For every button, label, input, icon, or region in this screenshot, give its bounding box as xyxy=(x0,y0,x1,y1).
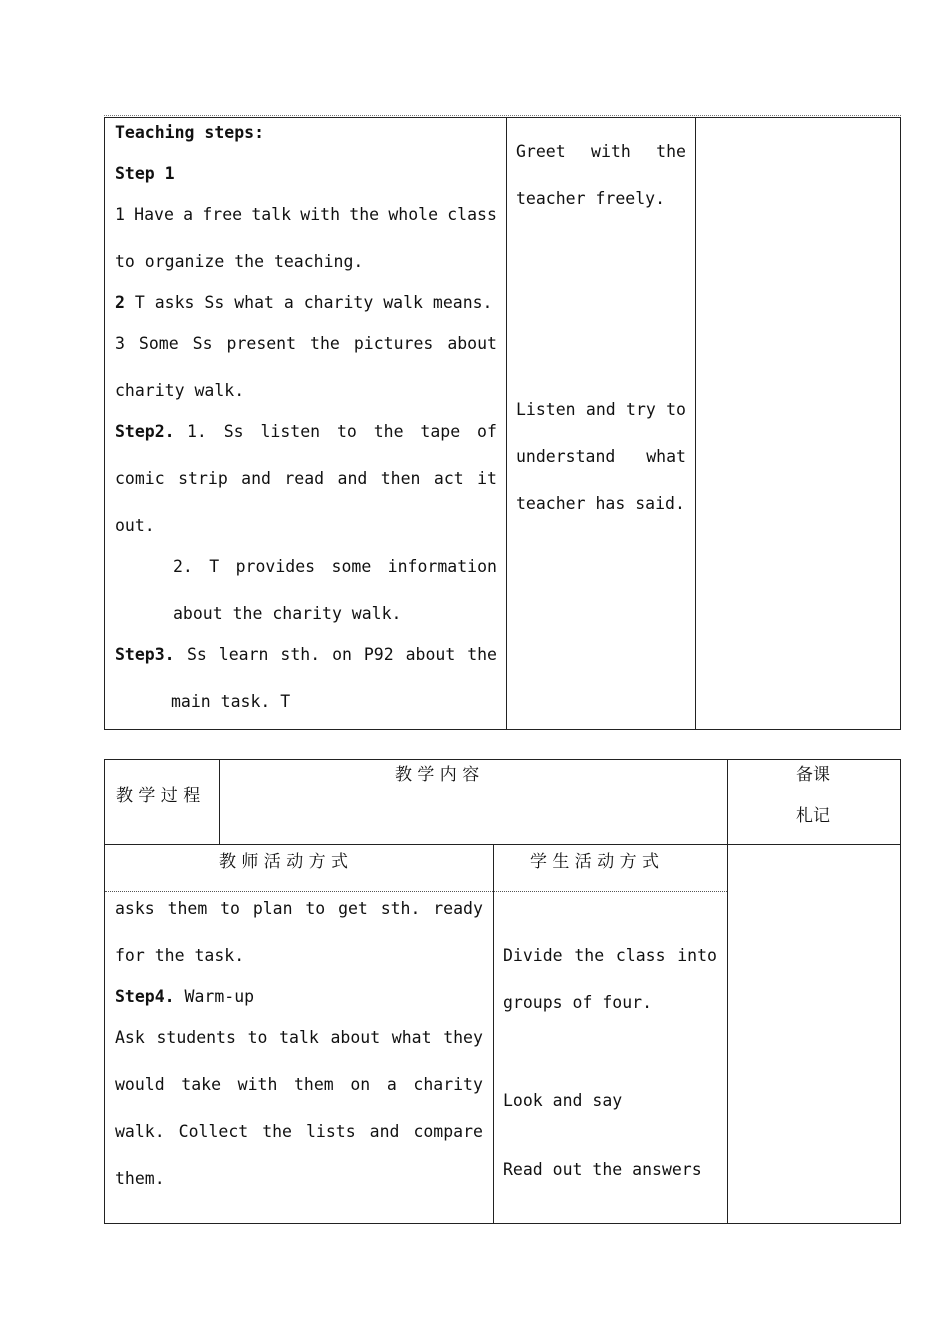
word: of xyxy=(477,422,497,441)
teaching-steps-table xyxy=(104,117,901,730)
row-divider xyxy=(105,844,900,845)
word: the xyxy=(262,1122,292,1141)
word: them xyxy=(167,899,208,918)
word: comic xyxy=(115,469,165,488)
word: to xyxy=(666,400,686,419)
word: about xyxy=(405,645,456,664)
greet-line1 xyxy=(516,142,686,162)
word: the xyxy=(467,645,497,664)
step2-line1 xyxy=(187,422,497,442)
step3-line2: main task. T xyxy=(171,692,291,711)
notes-header-line2: 札记 xyxy=(796,806,830,826)
word: present xyxy=(226,334,297,353)
notes-header-line1: 备课 xyxy=(796,765,830,785)
column-divider xyxy=(219,760,220,844)
word: 3 xyxy=(115,334,125,353)
word: whole xyxy=(388,205,438,224)
divide-line1 xyxy=(503,946,717,966)
sub2-line1 xyxy=(173,557,497,577)
word: talk xyxy=(251,205,292,224)
word: about xyxy=(447,334,497,353)
word: Ss xyxy=(192,334,213,353)
word: information xyxy=(387,557,497,576)
word: class xyxy=(615,946,666,965)
word: the xyxy=(574,946,605,965)
word: pictures xyxy=(353,334,434,353)
greet-line2: teacher freely. xyxy=(516,189,666,208)
word: and xyxy=(585,400,616,419)
word: a xyxy=(386,1075,397,1094)
word: learn xyxy=(218,645,269,664)
student-activity-header: 学 生 活 动 方 式 xyxy=(530,852,660,872)
word: free xyxy=(202,205,243,224)
step4-label: Step4. xyxy=(115,987,175,1006)
item2-number: 2 xyxy=(115,293,125,312)
word: then xyxy=(380,469,421,488)
word: and xyxy=(337,469,368,488)
word: understand xyxy=(516,447,616,466)
step2-label: Step2. xyxy=(115,422,175,441)
word: read xyxy=(284,469,325,488)
word: to xyxy=(247,1028,268,1047)
word: to xyxy=(336,422,357,441)
word: into xyxy=(677,946,717,965)
word: act xyxy=(433,469,464,488)
word: would xyxy=(115,1075,165,1094)
step1-label: Step 1 xyxy=(115,164,175,183)
word: plan xyxy=(252,899,293,918)
teacher-line3 xyxy=(115,1028,483,1048)
listen-line1 xyxy=(516,400,686,420)
teaching-steps-heading: Teaching steps: xyxy=(115,123,265,142)
word: 1 xyxy=(115,205,125,224)
word: provides xyxy=(235,557,316,576)
teacher-line4 xyxy=(115,1075,483,1095)
word: Collect xyxy=(178,1122,249,1141)
teacher-activity-header: 教 师 活 动 方 式 xyxy=(219,852,349,872)
word: Some xyxy=(138,334,179,353)
word: lists xyxy=(305,1122,356,1141)
word: Ss xyxy=(223,422,244,441)
column-divider xyxy=(695,118,696,729)
word: they xyxy=(443,1028,483,1047)
divide-line2: groups of four. xyxy=(503,993,653,1012)
word: the xyxy=(349,205,380,224)
word: with xyxy=(300,205,341,224)
item3-line1 xyxy=(115,334,497,354)
word: compare xyxy=(413,1122,483,1141)
item2-line xyxy=(115,293,493,313)
word: ready xyxy=(433,899,483,918)
step3-line1 xyxy=(187,645,497,665)
item3-line2: charity walk. xyxy=(115,381,245,400)
item1-line1 xyxy=(115,205,497,225)
teacher-line6: them. xyxy=(115,1169,165,1188)
word: Divide xyxy=(503,946,563,965)
look-and-say: Look and say xyxy=(503,1091,623,1110)
word: Have xyxy=(134,205,174,224)
top-dotted-rule xyxy=(104,115,901,116)
sub2-line2: about the charity walk. xyxy=(173,604,402,623)
listen-line2 xyxy=(516,447,686,467)
listen-line3: teacher has said. xyxy=(516,494,685,513)
word: strip xyxy=(178,469,228,488)
word: try xyxy=(626,400,656,419)
word: the xyxy=(656,142,686,161)
word: T xyxy=(209,557,220,576)
word: what xyxy=(646,447,686,466)
word: students xyxy=(156,1028,236,1047)
word: to xyxy=(220,899,240,918)
word: them xyxy=(294,1075,334,1094)
word: 1. xyxy=(187,422,207,441)
item1-line2: to organize the teaching. xyxy=(115,252,364,271)
word: listen xyxy=(260,422,321,441)
teaching-content-table xyxy=(104,759,901,1224)
word: what xyxy=(391,1028,432,1047)
word: class xyxy=(447,205,497,224)
word: take xyxy=(181,1075,222,1094)
word: talk xyxy=(279,1028,319,1047)
column-divider xyxy=(493,844,494,1223)
step2-line2 xyxy=(115,469,497,489)
word: to xyxy=(305,899,326,918)
word: the xyxy=(373,422,404,441)
word: and xyxy=(241,469,271,488)
word: with xyxy=(591,142,631,161)
step4-line xyxy=(115,987,254,1007)
word: P92 xyxy=(363,645,394,664)
word: tape xyxy=(420,422,461,441)
word: Greet xyxy=(516,142,566,161)
word: on xyxy=(332,645,352,664)
word: on xyxy=(350,1075,371,1094)
content-header: 教 学 内 容 xyxy=(395,765,480,785)
word: Ask xyxy=(115,1028,145,1047)
word: asks xyxy=(115,899,155,918)
word: a xyxy=(183,205,194,224)
word: 2. xyxy=(173,557,193,576)
word: the xyxy=(310,334,340,353)
word: charity xyxy=(413,1075,483,1094)
word: and xyxy=(369,1122,400,1141)
step4-text: Warm-up xyxy=(174,987,255,1006)
word: sth. xyxy=(280,645,321,664)
subheader-dotted-rule xyxy=(105,891,727,892)
step3-label: Step3. xyxy=(115,645,175,664)
word: it xyxy=(477,469,497,488)
word: walk. xyxy=(115,1122,165,1141)
item2-text: T asks Ss what a charity walk means. xyxy=(124,293,493,312)
word: Listen xyxy=(516,400,576,419)
word: about xyxy=(330,1028,381,1047)
column-divider xyxy=(727,760,728,1223)
teacher-line2: for the task. xyxy=(115,946,245,965)
step2-line3: out. xyxy=(115,516,155,535)
process-header: 教 学 过 程 xyxy=(116,786,201,806)
word: sth. xyxy=(380,899,421,918)
word: get xyxy=(338,899,368,918)
word: with xyxy=(237,1075,278,1094)
teacher-line1 xyxy=(115,899,483,919)
read-out-answers: Read out the answers xyxy=(503,1160,702,1179)
column-divider xyxy=(506,118,507,729)
word: Ss xyxy=(187,645,207,664)
teacher-line5 xyxy=(115,1122,483,1142)
word: some xyxy=(331,557,372,576)
